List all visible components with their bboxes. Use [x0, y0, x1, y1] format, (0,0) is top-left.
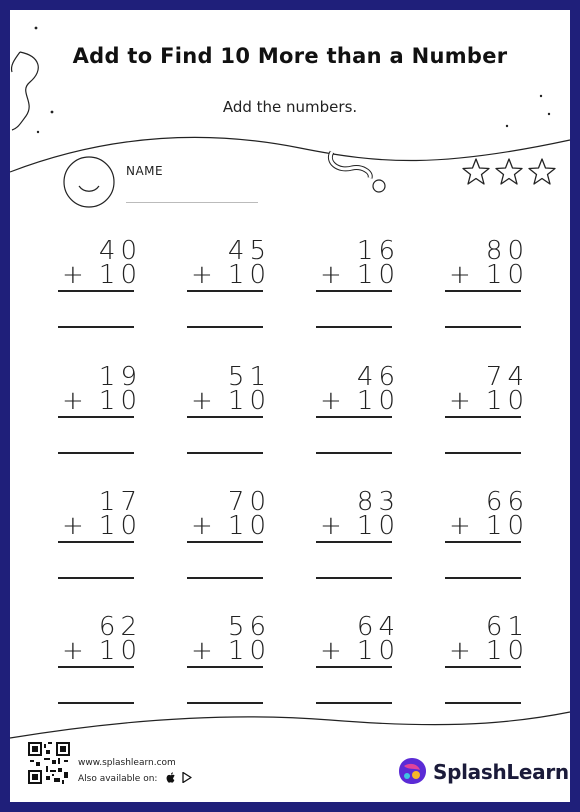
sum-bar [316, 666, 392, 668]
first-addend: 46 [356, 362, 400, 392]
sum-bar [187, 541, 263, 543]
addition-problem [316, 614, 400, 709]
plus-sign: + [320, 260, 342, 290]
addition-problem [445, 364, 529, 459]
addition-problem [187, 489, 271, 584]
plus-sign: + [62, 260, 84, 290]
answer-line[interactable] [187, 326, 263, 328]
sum-bar [316, 541, 392, 543]
plus-sign: + [191, 636, 213, 666]
second-addend: 10 [356, 511, 400, 541]
sum-bar [316, 290, 392, 292]
name-field[interactable] [126, 202, 258, 203]
smiley-face-icon [62, 155, 116, 209]
first-addend: 74 [485, 362, 529, 392]
answer-line[interactable] [445, 326, 521, 328]
plus-sign: + [449, 260, 471, 290]
first-addend: 16 [356, 236, 400, 266]
addition-problem [58, 364, 142, 459]
first-addend: 62 [98, 612, 142, 642]
second-addend: 10 [227, 260, 271, 290]
sum-bar [445, 541, 521, 543]
qr-code-icon [28, 742, 70, 784]
answer-line[interactable] [58, 702, 134, 704]
first-addend: 45 [227, 236, 271, 266]
sum-bar [445, 666, 521, 668]
second-addend: 10 [227, 511, 271, 541]
answer-line[interactable] [316, 577, 392, 579]
footer-url[interactable]: www.splashlearn.com [78, 758, 176, 768]
plus-sign: + [320, 636, 342, 666]
plus-sign: + [62, 636, 84, 666]
sum-bar [187, 666, 263, 668]
first-addend: 17 [98, 487, 142, 517]
second-addend: 10 [485, 636, 529, 666]
answer-line[interactable] [58, 577, 134, 579]
second-addend: 10 [227, 386, 271, 416]
second-addend: 10 [485, 386, 529, 416]
addition-problem [58, 489, 142, 584]
instruction-text: Add the numbers. [222, 98, 358, 116]
plus-sign: + [449, 636, 471, 666]
second-addend: 10 [356, 386, 400, 416]
first-addend: 80 [485, 236, 529, 266]
splashlearn-logo-icon [396, 756, 428, 786]
answer-line[interactable] [316, 326, 392, 328]
plus-sign: + [62, 386, 84, 416]
answer-line[interactable] [316, 452, 392, 454]
addition-problem [316, 489, 400, 584]
answer-line[interactable] [316, 702, 392, 704]
plus-sign: + [449, 511, 471, 541]
addition-problem [58, 614, 142, 709]
sum-bar [445, 416, 521, 418]
plus-sign: + [449, 386, 471, 416]
second-addend: 10 [485, 260, 529, 290]
apple-icon[interactable] [166, 772, 176, 783]
star-icon [463, 159, 555, 184]
addition-problem [316, 238, 400, 333]
sum-bar [58, 416, 134, 418]
rating-stars [460, 156, 560, 188]
sum-bar [58, 541, 134, 543]
first-addend: 19 [98, 362, 142, 392]
addition-problem [316, 364, 400, 459]
store-icons [166, 771, 192, 783]
second-addend: 10 [98, 636, 142, 666]
second-addend: 10 [98, 386, 142, 416]
second-addend: 10 [485, 511, 529, 541]
addition-problem [445, 614, 529, 709]
answer-line[interactable] [445, 577, 521, 579]
first-addend: 56 [227, 612, 271, 642]
answer-line[interactable] [445, 452, 521, 454]
second-addend: 10 [98, 260, 142, 290]
plus-sign: + [191, 386, 213, 416]
plus-sign: + [320, 511, 342, 541]
sum-bar [58, 290, 134, 292]
plus-sign: + [191, 260, 213, 290]
addition-problem [58, 238, 142, 333]
first-addend: 51 [227, 362, 271, 392]
answer-line[interactable] [187, 702, 263, 704]
addition-problem [187, 364, 271, 459]
answer-line[interactable] [445, 702, 521, 704]
second-addend: 10 [98, 511, 142, 541]
first-addend: 61 [485, 612, 529, 642]
sum-bar [316, 416, 392, 418]
first-addend: 70 [227, 487, 271, 517]
answer-line[interactable] [58, 452, 134, 454]
name-label: NAME [126, 164, 164, 178]
second-addend: 10 [356, 636, 400, 666]
first-addend: 66 [485, 487, 529, 517]
first-addend: 64 [356, 612, 400, 642]
footer-available-text: Also available on: [78, 774, 158, 784]
plus-sign: + [320, 386, 342, 416]
play-store-icon[interactable] [182, 772, 192, 783]
brand-name: SplashLearn [433, 760, 569, 784]
first-addend: 83 [356, 487, 400, 517]
addition-problem [187, 614, 271, 709]
plus-sign: + [191, 511, 213, 541]
sum-bar [445, 290, 521, 292]
addition-problem [187, 238, 271, 333]
addition-problem [445, 238, 529, 333]
first-addend: 40 [98, 236, 142, 266]
answer-line[interactable] [187, 577, 263, 579]
answer-line[interactable] [187, 452, 263, 454]
sum-bar [187, 290, 263, 292]
plus-sign: + [62, 511, 84, 541]
addition-problem [445, 489, 529, 584]
sum-bar [58, 666, 134, 668]
second-addend: 10 [227, 636, 271, 666]
answer-line[interactable] [58, 326, 134, 328]
sum-bar [187, 416, 263, 418]
page-title: Add to Find 10 More than a Number [72, 44, 508, 68]
second-addend: 10 [356, 260, 400, 290]
